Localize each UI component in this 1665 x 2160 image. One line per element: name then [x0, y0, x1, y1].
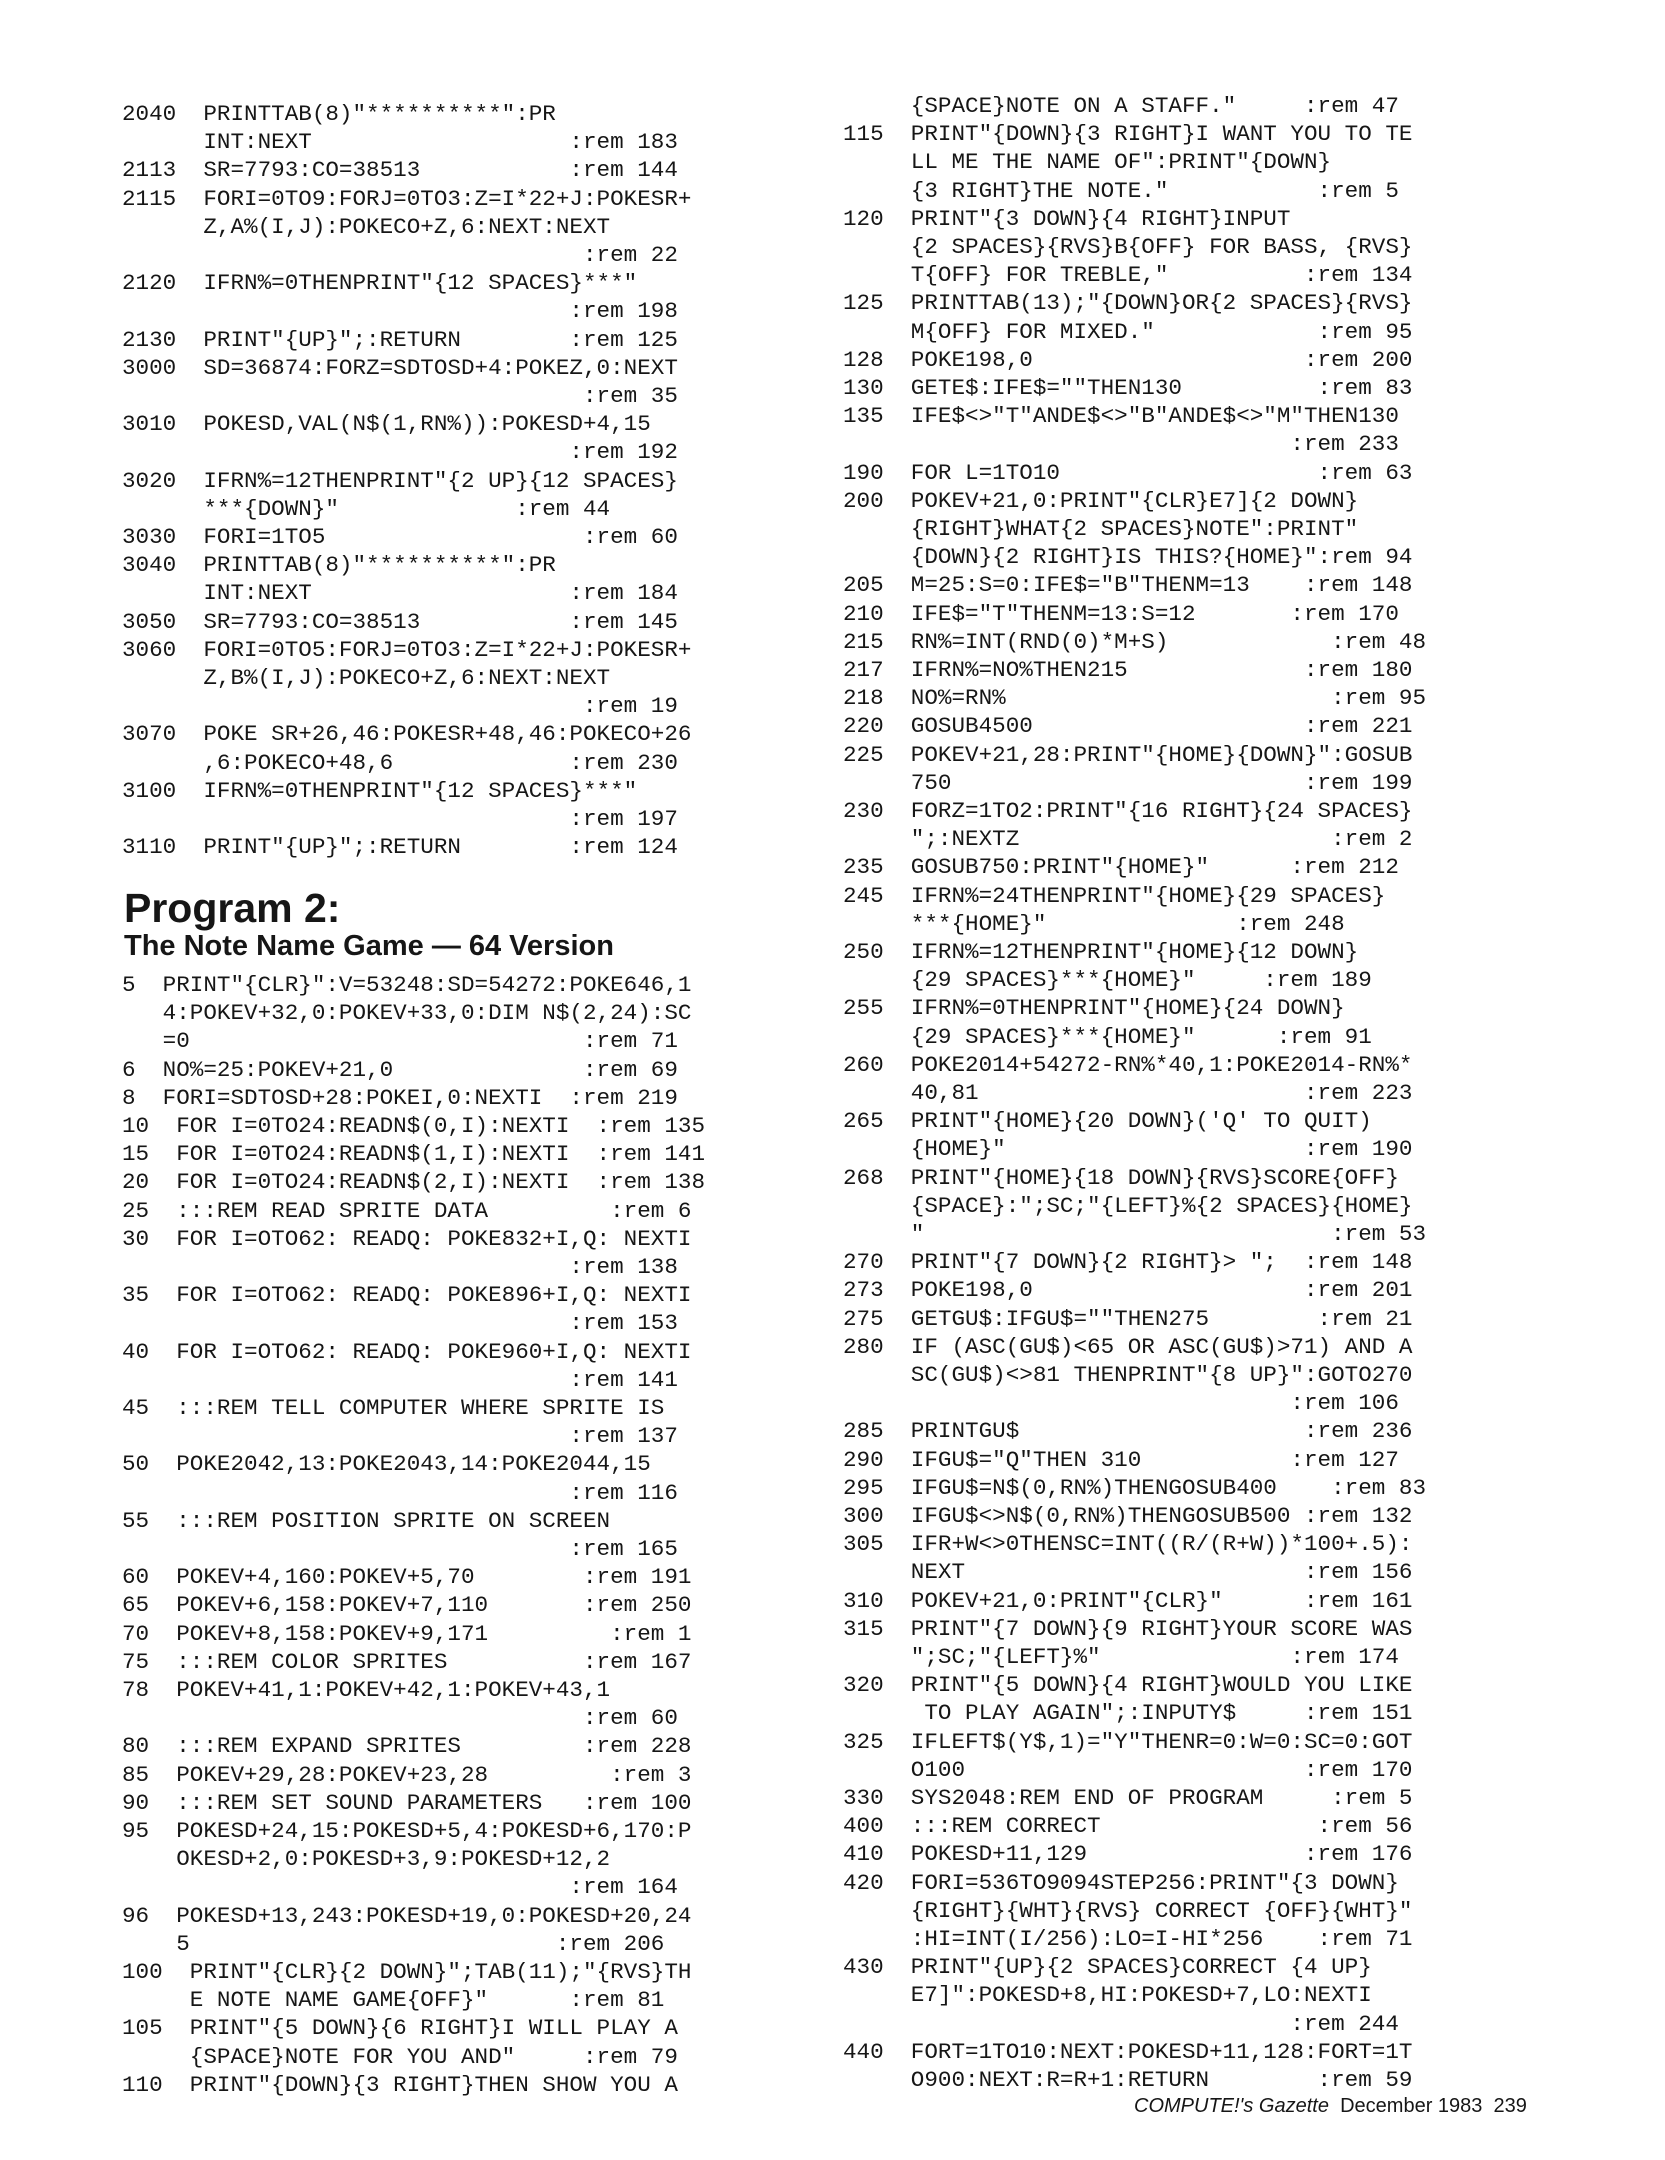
code-line: 8 FORI=SDTOSD+28:POKEI,0:NEXTI :rem 219	[122, 1084, 678, 1111]
footer-page-number: 239	[1493, 2095, 1527, 2117]
footer-publication: COMPUTE!'s Gazette	[1134, 2095, 1329, 2117]
code-line: :rem 22	[122, 242, 678, 268]
code-line: {SPACE}NOTE ON A STAFF." :rem 47	[843, 93, 1399, 119]
code-line: 200 POKEV+21,0:PRINT"{CLR}E7]{2 DOWN}	[843, 487, 1359, 514]
code-line: 125 PRINTTAB(13);"{DOWN}OR{2 SPACES}{RVS}	[843, 290, 1413, 317]
code-line: 110 PRINT"{DOWN}{3 RIGHT}THEN SHOW YOU A	[122, 2071, 678, 2098]
code-line: 220 GOSUB4500 :rem 221	[843, 713, 1413, 740]
code-line: :rem 116	[122, 1479, 678, 1506]
code-line: LL ME THE NAME OF":PRINT"{DOWN}	[843, 149, 1332, 176]
code-line: =0 :rem 71	[122, 1028, 678, 1055]
code-line: 85 POKEV+29,28:POKEV+23,28 :rem 3	[122, 1761, 692, 1788]
code-line: 80 :::REM EXPAND SPRITES :rem 228	[122, 1733, 692, 1760]
footer-date: December 1983	[1340, 2095, 1483, 2117]
code-line: 2130 PRINT"{UP}";:RETURN :rem 125	[122, 326, 678, 353]
code-line: 55 :::REM POSITION SPRITE ON SCREEN	[122, 1507, 611, 1534]
code-line: 105 PRINT"{5 DOWN}{6 RIGHT}I WILL PLAY A	[122, 2015, 678, 2042]
code-line: O900:NEXT:R=R+1:RETURN :rem 59	[843, 2067, 1413, 2093]
code-line: ,6:POKECO+48,6 :rem 230	[122, 749, 678, 776]
code-line: 265 PRINT"{HOME}{20 DOWN}('Q' TO QUIT)	[843, 1108, 1372, 1135]
code-line: 330 SYS2048:REM END OF PROGRAM :rem 5	[843, 1785, 1413, 1811]
code-line: 750 :rem 199	[843, 769, 1413, 796]
code-line: :HI=INT(I/256):LO=I-HI*256 :rem 71	[843, 1926, 1413, 1952]
code-line: :rem 165	[122, 1536, 678, 1562]
code-line: {SPACE}:";SC;"{LEFT}%{2 SPACES}{HOME}	[843, 1192, 1413, 1219]
code-line: 270 PRINT"{7 DOWN}{2 RIGHT}> "; :rem 148	[843, 1249, 1413, 1276]
code-line: {3 RIGHT}THE NOTE." :rem 5	[843, 177, 1399, 204]
code-line: Z,B%(I,J):POKECO+Z,6:NEXT:NEXT	[122, 665, 611, 691]
code-line: 420 FORI=536TO9094STEP256:PRINT"{3 DOWN}	[843, 1869, 1399, 1896]
code-line: 3000 SD=36874:FORZ=SDTOSD+4:POKEZ,0:NEXT	[122, 354, 678, 381]
code-line: ";:NEXTZ :rem 2	[843, 826, 1413, 853]
code-line: 40,81 :rem 223	[843, 1080, 1413, 1106]
code-line: 305 IFR+W<>0THENSC=INT((R/(R+W))*100+.5):	[843, 1531, 1413, 1558]
code-line: {29 SPACES}***{HOME}" :rem 91	[843, 1023, 1372, 1050]
code-line: 115 PRINT"{DOWN}{3 RIGHT}I WANT YOU TO TE	[843, 121, 1413, 148]
code-line: INT:NEXT :rem 184	[122, 580, 678, 607]
program-2-heading: Program 2:	[124, 885, 341, 931]
code-line: 245 IFRN%=24THENPRINT"{HOME}{29 SPACES}	[843, 882, 1386, 909]
code-line: 128 POKE198,0 :rem 200	[843, 346, 1413, 373]
code-line: :rem 197	[122, 806, 678, 832]
code-line: 2115 FORI=0TO9:FORJ=0TO3:Z=I*22+J:POKESR+	[122, 185, 692, 212]
code-line: :rem 198	[122, 298, 678, 325]
code-line: 3060 FORI=0TO5:FORJ=0TO3:Z=I*22+J:POKESR+	[122, 636, 692, 663]
code-line: 400 :::REM CORRECT :rem 56	[843, 1813, 1413, 1840]
code-line: 210 IFE$="T"THENM=13:S=12 :rem 170	[843, 600, 1399, 627]
code-line: Z,A%(I,J):POKECO+Z,6:NEXT:NEXT	[122, 213, 611, 240]
code-line: 96 POKESD+13,243:POKESD+19,0:POKESD+20,24	[122, 1902, 692, 1929]
code-line: 3040 PRINTTAB(8)"**********":PR	[122, 552, 556, 579]
code-line: 3110 PRINT"{UP}";:RETURN :rem 124	[122, 834, 678, 861]
code-line: :rem 138	[122, 1254, 678, 1280]
code-line: 3020 IFRN%=12THENPRINT"{2 UP}{12 SPACES}	[122, 467, 678, 494]
code-line: 260 POKE2014+54272-RN%*40,1:POKE2014-RN%*	[843, 1051, 1413, 1078]
code-line: :rem 19	[122, 693, 678, 720]
code-line: 65 POKEV+6,158:POKEV+7,110 :rem 250	[122, 1592, 692, 1619]
code-line: {29 SPACES}***{HOME}" :rem 189	[843, 967, 1372, 994]
code-line: E NOTE NAME GAME{OFF}" :rem 81	[122, 1987, 665, 2014]
code-line: ***{HOME}" :rem 248	[843, 910, 1345, 937]
code-line: 2120 IFRN%=0THENPRINT"{12 SPACES}***"	[122, 270, 638, 297]
code-line: 2113 SR=7793:CO=38513 :rem 144	[122, 157, 678, 184]
code-line: 130 GETE$:IFE$=""THEN130 :rem 83	[843, 375, 1413, 401]
code-line: 30 FOR I=OTO62: READQ: POKE832+I,Q: NEXTI	[122, 1225, 692, 1252]
code-line: T{OFF} FOR TREBLE," :rem 134	[843, 262, 1413, 289]
code-line: {SPACE}NOTE FOR YOU AND" :rem 79	[122, 2043, 678, 2070]
code-line: {2 SPACES}{RVS}B{OFF} FOR BASS, {RVS}	[843, 234, 1413, 260]
code-line: 35 FOR I=OTO62: READQ: POKE896+I,Q: NEXTI	[122, 1282, 692, 1309]
code-line: 190 FOR L=1TO10 :rem 63	[843, 459, 1413, 486]
code-line: {RIGHT}WHAT{2 SPACES}NOTE":PRINT"	[843, 516, 1359, 542]
code-line: :rem 137	[122, 1423, 678, 1450]
code-line: INT:NEXT :rem 183	[122, 129, 678, 156]
code-line: :rem 141	[122, 1366, 678, 1393]
code-line: {DOWN}{2 RIGHT}IS THIS?{HOME}":rem 94	[843, 544, 1413, 571]
code-line: 20 FOR I=0TO24:READN$(2,I):NEXTI :rem 138	[122, 1169, 706, 1196]
code-line: 430 PRINT"{UP}{2 SPACES}CORRECT {4 UP}	[843, 1954, 1372, 1981]
code-line: 250 IFRN%=12THENPRINT"{HOME}{12 DOWN}	[843, 939, 1359, 965]
code-line: 95 POKESD+24,15:POKESD+5,4:POKESD+6,170:P	[122, 1818, 692, 1844]
code-line: :rem 233	[843, 431, 1399, 458]
code-line: :rem 244	[843, 2010, 1399, 2037]
code-line: 290 IFGU$="Q"THEN 310 :rem 127	[843, 1446, 1399, 1473]
code-line: 320 PRINT"{5 DOWN}{4 RIGHT}WOULD YOU LIKE	[843, 1672, 1413, 1699]
code-line: 6 NO%=25:POKEV+21,0 :rem 69	[122, 1056, 678, 1083]
code-line: 45 :::REM TELL COMPUTER WHERE SPRITE IS	[122, 1395, 665, 1421]
page-footer	[1134, 2093, 1527, 2119]
code-line: 78 POKEV+41,1:POKEV+42,1:POKEV+43,1	[122, 1677, 611, 1703]
code-line: 225 POKEV+21,28:PRINT"{HOME}{DOWN}":GOSUB	[843, 741, 1413, 768]
code-line: 205 M=25:S=0:IFE$="B"THENM=13 :rem 148	[843, 572, 1413, 599]
code-line: 5 PRINT"{CLR}":V=53248:SD=54272:POKE646,1	[122, 972, 692, 998]
code-line: 440 FORT=1TO10:NEXT:POKESD+11,128:FORT=1T	[843, 2038, 1413, 2065]
code-line: ***{DOWN}" :rem 44	[122, 495, 611, 522]
code-line: 255 IFRN%=0THENPRINT"{HOME}{24 DOWN}	[843, 995, 1345, 1022]
code-line: 215 RN%=INT(RND(0)*M+S) :rem 48	[843, 628, 1427, 655]
code-line: 50 POKE2042,13:POKE2043,14:POKE2044,15	[122, 1451, 651, 1478]
code-line: :rem 106	[843, 1390, 1399, 1417]
code-line: 410 POKESD+11,129 :rem 176	[843, 1841, 1413, 1868]
code-line: NEXT :rem 156	[843, 1559, 1413, 1586]
code-line: 285 PRINTGU$ :rem 236	[843, 1418, 1413, 1445]
code-line: 25 :::REM READ SPRITE DATA :rem 6	[122, 1197, 692, 1224]
code-line: 325 IFLEFT$(Y$,1)="Y"THENR=0:W=0:SC=0:GOT	[843, 1728, 1413, 1755]
code-line: {HOME}" :rem 190	[843, 1136, 1413, 1163]
code-line: 60 POKEV+4,160:POKEV+5,70 :rem 191	[122, 1564, 692, 1591]
code-line: SC(GU$)<>81 THENPRINT"{8 UP}":GOTO270	[843, 1362, 1413, 1388]
code-line: M{OFF} FOR MIXED." :rem 95	[843, 318, 1413, 345]
code-line: 70 POKEV+8,158:POKEV+9,171 :rem 1	[122, 1620, 692, 1647]
code-line: 15 FOR I=0TO24:READN$(1,I):NEXTI :rem 141	[122, 1141, 706, 1168]
code-line: 230 FORZ=1TO2:PRINT"{16 RIGHT}{24 SPACES}	[843, 798, 1413, 824]
code-line: 280 IF (ASC(GU$)<65 OR ASC(GU$)>71) AND A	[843, 1333, 1413, 1360]
code-line: 3070 POKE SR+26,46:POKESR+48,46:POKECO+26	[122, 721, 692, 748]
code-line: 300 IFGU$<>N$(0,RN%)THENGOSUB500 :rem 132	[843, 1503, 1413, 1529]
code-line: 4:POKEV+32,0:POKEV+33,0:DIM N$(2,24):SC	[122, 1000, 692, 1027]
code-line: 3030 FORI=1TO5 :rem 60	[122, 524, 678, 550]
code-line: 3100 IFRN%=0THENPRINT"{12 SPACES}***"	[122, 777, 638, 804]
code-line: " :rem 53	[843, 1221, 1427, 1247]
code-line: 3050 SR=7793:CO=38513 :rem 145	[122, 608, 678, 635]
code-line: 275 GETGU$:IFGU$=""THEN275 :rem 21	[843, 1305, 1413, 1332]
code-line: E7]":POKESD+8,HI:POKESD+7,LO:NEXTI	[843, 1982, 1372, 2009]
code-line: 218 NO%=RN% :rem 95	[843, 685, 1427, 712]
code-line: 217 IFRN%=NO%THEN215 :rem 180	[843, 657, 1413, 683]
code-line: 10 FOR I=0TO24:READN$(0,I):NEXTI :rem 135	[122, 1113, 706, 1139]
code-line: TO PLAY AGAIN";:INPUTY$ :rem 151	[843, 1700, 1413, 1727]
code-line: ";SC;"{LEFT}%" :rem 174	[843, 1644, 1399, 1670]
code-line: 3010 POKESD,VAL(N$(1,RN%)):POKESD+4,15	[122, 411, 651, 438]
code-line: 315 PRINT"{7 DOWN}{9 RIGHT}YOUR SCORE WAS	[843, 1615, 1413, 1642]
code-line: 90 :::REM SET SOUND PARAMETERS :rem 100	[122, 1789, 692, 1816]
code-line: :rem 60	[122, 1705, 678, 1732]
code-line: 235 GOSUB750:PRINT"{HOME}" :rem 212	[843, 854, 1399, 881]
code-line: :rem 164	[122, 1874, 678, 1901]
code-line: :rem 153	[122, 1310, 678, 1337]
code-line: O100 :rem 170	[843, 1756, 1413, 1783]
code-line: 295 IFGU$=N$(0,RN%)THENGOSUB400 :rem 83	[843, 1474, 1427, 1501]
code-line: 5 :rem 206	[122, 1930, 665, 1957]
program-2-subheading: The Note Name Game — 64 Version	[124, 930, 614, 962]
code-line: 2040 PRINTTAB(8)"**********":PR	[122, 101, 556, 127]
code-line: 273 POKE198,0 :rem 201	[843, 1277, 1413, 1304]
code-line: 75 :::REM COLOR SPRITES :rem 167	[122, 1648, 692, 1675]
code-line: :rem 35	[122, 383, 678, 409]
code-line: OKESD+2,0:POKESD+3,9:POKESD+12,2	[122, 1846, 611, 1873]
code-line: 310 POKEV+21,0:PRINT"{CLR}" :rem 161	[843, 1587, 1413, 1614]
code-line: {RIGHT}{WHT}{RVS} CORRECT {OFF}{WHT}"	[843, 1897, 1413, 1924]
code-line: :rem 192	[122, 439, 678, 466]
code-line: 100 PRINT"{CLR}{2 DOWN}";TAB(11);"{RVS}TH	[122, 1959, 692, 1985]
code-line: 135 IFE$<>"T"ANDE$<>"B"ANDE$<>"M"THEN130	[843, 403, 1399, 430]
code-line: 268 PRINT"{HOME}{18 DOWN}{RVS}SCORE{OFF}	[843, 1164, 1399, 1191]
code-line: 40 FOR I=OTO62: READQ: POKE960+I,Q: NEXTI	[122, 1338, 692, 1365]
code-line: 120 PRINT"{3 DOWN}{4 RIGHT}INPUT	[843, 205, 1291, 232]
